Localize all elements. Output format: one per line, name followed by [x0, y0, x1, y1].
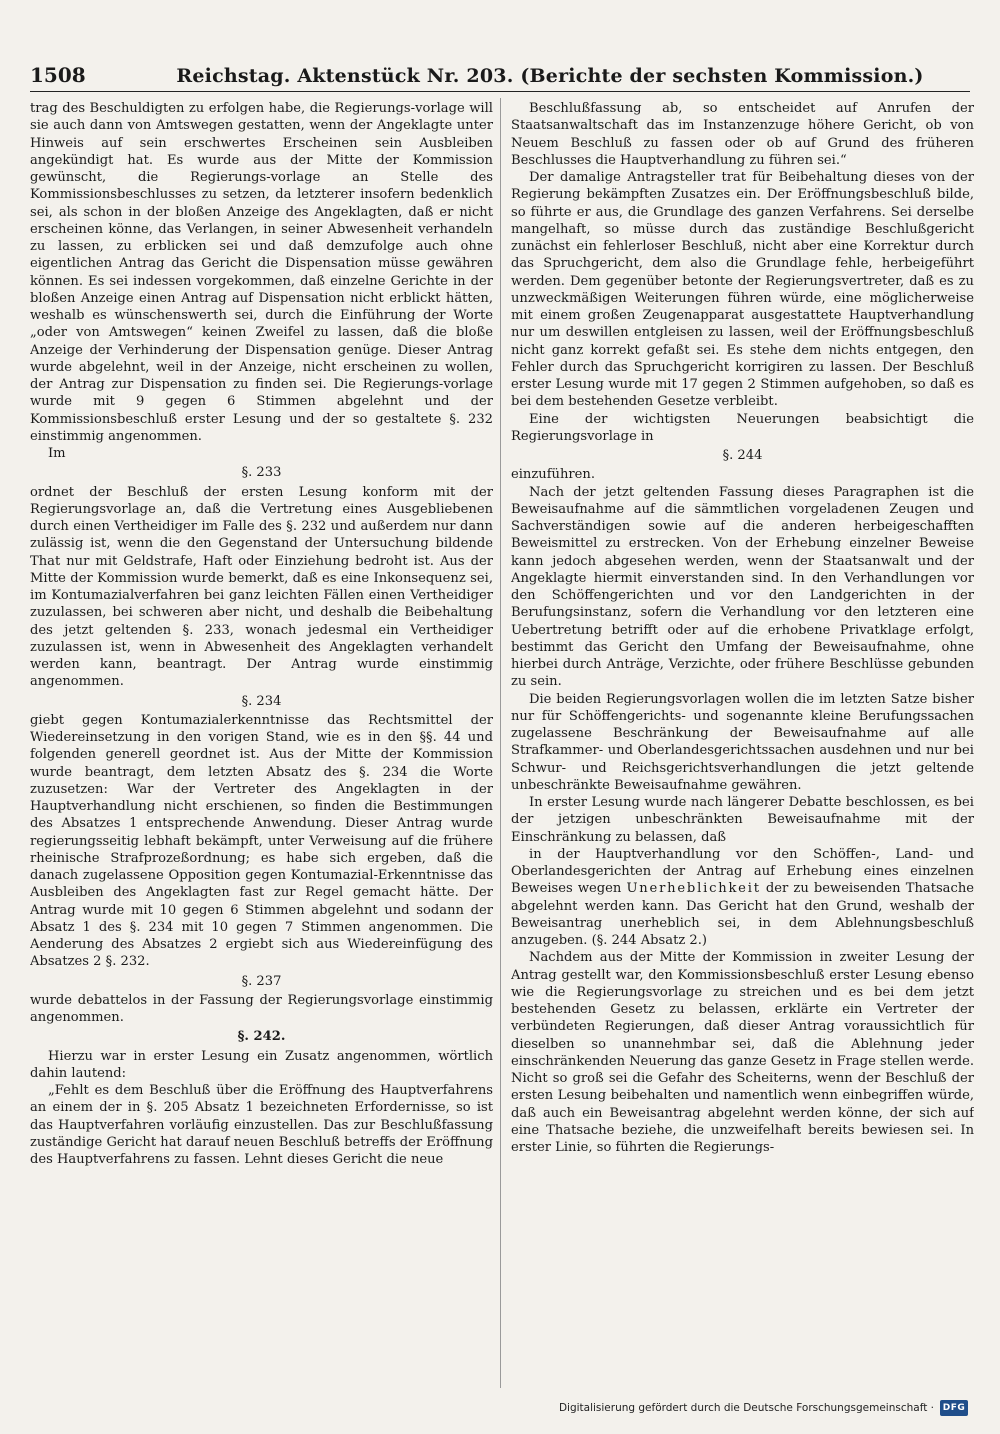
paragraph: einzuführen. — [511, 467, 596, 483]
section-heading: §. 242. — [237, 1029, 286, 1045]
right-column — [511, 100, 974, 1390]
running-title: Reichstag. Aktenstück Nr. 203. (Berichte der sechsten Kommission.) — [176, 65, 924, 87]
paragraph: giebt gegen Kontumazialerkenntnisse das Rechtsmittel der Wiedereinsetzung in den vorigen Stand, wie es in den §§. 44 und folgenden generell geordnet ist. Aus der Mitte der Kommission wurde beantragt, dem letzten Absatz des §. 234 die Worte zuzusetzen: War der Vertreter des Angeklagten in der Hauptverhandlung nicht erschienen, so finden die Bestimmungen des Absatzes 1 entsprechende Anwendung. Dieser Antrag wurde regierungsseitig lebhaft bekämpft, unter Verweisung auf die frühere rheinische Strafprozeßordnung; es habe sich ergeben, daß die danach zugelassene Opposition gegen Kontumazial-Erkenntnisse das Ausbleiben des Angeklagten fast zur Regel gemacht hätte. Der Antrag wurde mit 10 gegen 6 Stimmen abgelehnt und sodann der Absatz 1 des §. 234 mit 10 gegen 7 Stimmen angenommen. Die Aenderung des Absatzes 2 ergiebt sich aus Wiedereinfügung des Absatzes 2 §. 232. — [30, 712, 493, 970]
left-column — [30, 100, 493, 1390]
quoted-text — [511, 846, 974, 950]
section-heading: §. 233 — [241, 465, 282, 481]
section-heading: §. 237 — [241, 973, 282, 989]
paragraph: In erster Lesung wurde nach längerer Debatte beschlossen, es bei der jetzigen unbeschränkten Beweisaufnahme mit der Einschränkung zu belassen, daß — [511, 795, 974, 845]
paragraph: Der damalige Antragsteller trat für Beibehaltung dieses von der Regierung bekämpften Zusatzes ein. Der Eröffnungsbeschluß bilde, so führte er aus, die Grundlage des ganzen Verfahrens. Sei derselbe mangelhaft, so müsse durch das zuständige Beschlußgericht zunächst ein fehlerloser Beschluß, nicht aber eine Korrektur durch das Spruchgericht, dem also die Grundlage fehle, herbeigeführt werden. Dem gegenüber betonte der Regierungsvertreter, daß es zu unzweckmäßigen Weiterungen führen würde, eine möglicherweise mit einem großen Zeugenapparat ausgestattete Hauptverhandlung nur um deswillen entgleisen zu lassen, weil der Eröffnungsbeschluß nicht ganz korrekt gefaßt sei. Es stehe dem nichts entgegen, den Fehler durch das Spruchgericht korrigiren zu lassen. Der Beschluß erster Lesung wurde mit 17 gegen 2 Stimmen aufgehoben, so daß es bei dem bestehenden Gesetze verbleibt. — [511, 170, 974, 410]
quote-part: in der Hauptverhandlung vor den Schöffen-, Land- und Oberlandesgerichten der Antrag auf Erhebung eines einzelnen Beweises wegen — [511, 846, 974, 897]
paragraph: trag des Beschuldigten zu erfolgen habe, die Regierungs-vorlage will sie auch dann von Amtswegen gestatten, wenn der Angeklagte unter Hinweis auf sein erschwertes Erscheinen sein Ausbleiben angekündigt hat. Es wurde aus der Mitte der Kommission gewünscht, die Regierungs-vorlage an Stelle des Kommissionsbeschlusses zu setzen, da letzterer insofern bedenklich sei, als schon in der bloßen Anzeige des Angeklagten, daß er nicht erscheinen könne, das Verlangen, in seiner Abwesenheit verhandeln zu lassen, zu erblicken sei und daß demzufolge auch ohne eigentlichen Antrag das Gericht die Dispensation müsse gewähren können. Es sei indessen vorgekommen, daß einzelne Gerichte in der bloßen Anzeige einen Antrag auf Dispensation nicht erblickt hätten, weshalb es wünschenswerth sei, durch die Einführung der Worte „oder von Amtswegen“ keinen Zweifel zu lassen, daß die bloße Anzeige der Verhinderung der Dispensation genüge. Dieser Antrag wurde abgelehnt, weil in der Anzeige, nicht erscheinen zu wollen, der Antrag zur Dispensation zu finden sei. Die Regierungs-vorlage wurde mit 9 gegen 6 Stimmen abgelehnt und der Kommissionsbeschluß erster Lesung und der so gestaltete §. 232 einstimmig angenommen. — [30, 101, 493, 444]
paragraph: Nach der jetzt geltenden Fassung dieses Paragraphen ist die Beweisaufnahme auf die sämmtlichen vorgeladenen Zeugen und Sachverständigen sowie auf die anderen herbeigeschafften Beweismittel zu erstrecken. Von der Erhebung einzelner Beweise kann jedoch abgesehen werden, wenn der Staatsanwalt und der Angeklagte hiermit einverstanden sind. In den Verhandlungen vor den Schöffengerichten und vor den Landgerichten in der Berufungsinstanz, sofern die Verhandlung vor den letzteren eine Uebertretung betrifft oder auf die erhobene Privatklage erfolgt, bestimmt das Gericht den Umfang der Beweisaufnahme, ohne hierbei durch Anträge, Verzichte, oder frühere Beschlüsse gebunden zu sein. — [511, 484, 974, 690]
footer-text: Digitalisierung gefördert durch die Deutsche Forschungsgemeinschaft · — [558, 1402, 934, 1414]
page-number: 1508 — [30, 63, 86, 87]
paragraph: Hierzu war in erster Lesung ein Zusatz angenommen, wörtlich dahin lautend: — [30, 1048, 493, 1081]
paragraph: Im — [48, 446, 66, 461]
quoted-text: Beschlußfassung ab, so entscheidet auf Anrufen der Staatsanwaltschaft das im Instanzenzuge höhere Gericht, ob von Neuem Beschluß zu fassen oder ob auf Grund des früheren Beschlusses die Hauptverhandlung zu führen sei.“ — [511, 101, 974, 168]
emphasized-term: Unerheblichkeit — [626, 881, 761, 897]
page-header — [30, 58, 970, 92]
quoted-text: „Fehlt es dem Beschluß über die Eröffnung des Hauptverfahrens an einem der in §. 205 Absatz 1 bezeichneten Erfordernisse, so ist das Hauptverfahren vorläufig einzustellen. Das zur Beschlußfassung zuständige Gericht hat darauf neuen Beschluß betreffs der Eröffnung des Hauptverfahrens zu fassen. Lehnt dieses Gericht die neue — [30, 1083, 493, 1167]
paragraph: Die beiden Regierungsvorlagen wollen die im letzten Satze bisher nur für Schöffengerichts- und sogenannte kleine Berufungssachen zugelassene Beschränkung der Beweisaufnahme auf alle Strafkammer- und Oberlandesgerichtssachen ausdehnen und nur bei Schwur- und Reichsgerichtsverhandlungen die jetzt geltende unbeschränkte Beweisaufnahme gewähren. — [511, 691, 974, 793]
paragraph: Nachdem aus der Mitte der Kommission in zweiter Lesung der Antrag gestellt war, den Kommissionsbeschluß erster Lesung ebenso wie die Regierungsvorlage zu streichen und es bei dem jetzt bestehenden Gesetz zu belassen, erklärte ein Vertreter der verbündeten Regierungen, daß dieser Antrag voraussichtlich für dieselben so unannehmbar sei, daß die Ablehnung jeder einschränkenden Neuerung das ganze Gesetz in Frage stellen werde. Nicht so groß sei die Gefahr des Scheiterns, wenn der Beschluß der ersten Lesung beibehalten und namentlich wenn einbegriffen würde, daß auch ein Beweisantrag abgelehnt werden könne, der sich auf eine Thatsache beziehe, die unzweifelhaft bereits bewiesen sei. In erster Linie, so führten die Regierungs- — [511, 950, 974, 1155]
digitization-footer — [559, 1396, 968, 1420]
section-heading: §. 234 — [241, 693, 282, 709]
column-divider — [500, 98, 501, 1388]
dfg-logo: DFG — [940, 1400, 968, 1416]
paragraph: ordnet der Beschluß der ersten Lesung konform mit der Regierungsvorlage an, daß die Vertretung eines Ausgebliebenen durch einen Vertheidiger im Falle des §. 232 und außerdem nur dann zulässig ist, wenn die den Gegenstand der Untersuchung bildende That nur mit Geldstrafe, Haft oder Einziehung bedroht ist. Aus der Mitte der Kommission wurde bemerkt, daß es eine Inkonsequenz sei, im Kontumazialverfahren bei ganz leichten Fällen einen Vertheidiger zuzulassen, bei schweren aber nicht, und deshalb die Beibehaltung des jetzt geltenden §. 233, wonach jedesmal ein Vertheidiger zuzulassen ist, wenn in Abwesenheit des Angeklagten verhandelt werden kann, beantragt. Der Antrag wurde einstimmig angenommen. — [30, 484, 493, 690]
section-heading: §. 244 — [722, 448, 763, 463]
paragraph: wurde debattelos in der Fassung der Regierungsvorlage einstimmig angenommen. — [30, 992, 493, 1025]
paragraph: Eine der wichtigsten Neuerungen beabsichtigt die Regierungsvorlage in — [511, 411, 974, 444]
quote-part: der zu beweisenden Thatsache abgelehnt werden kann. Das Gericht hat den Grund, weshalb der Beweisantrag unerheblich sei, in dem Ablehnungsbeschluß anzugeben. (§. 244 Absatz 2.) — [511, 881, 974, 948]
